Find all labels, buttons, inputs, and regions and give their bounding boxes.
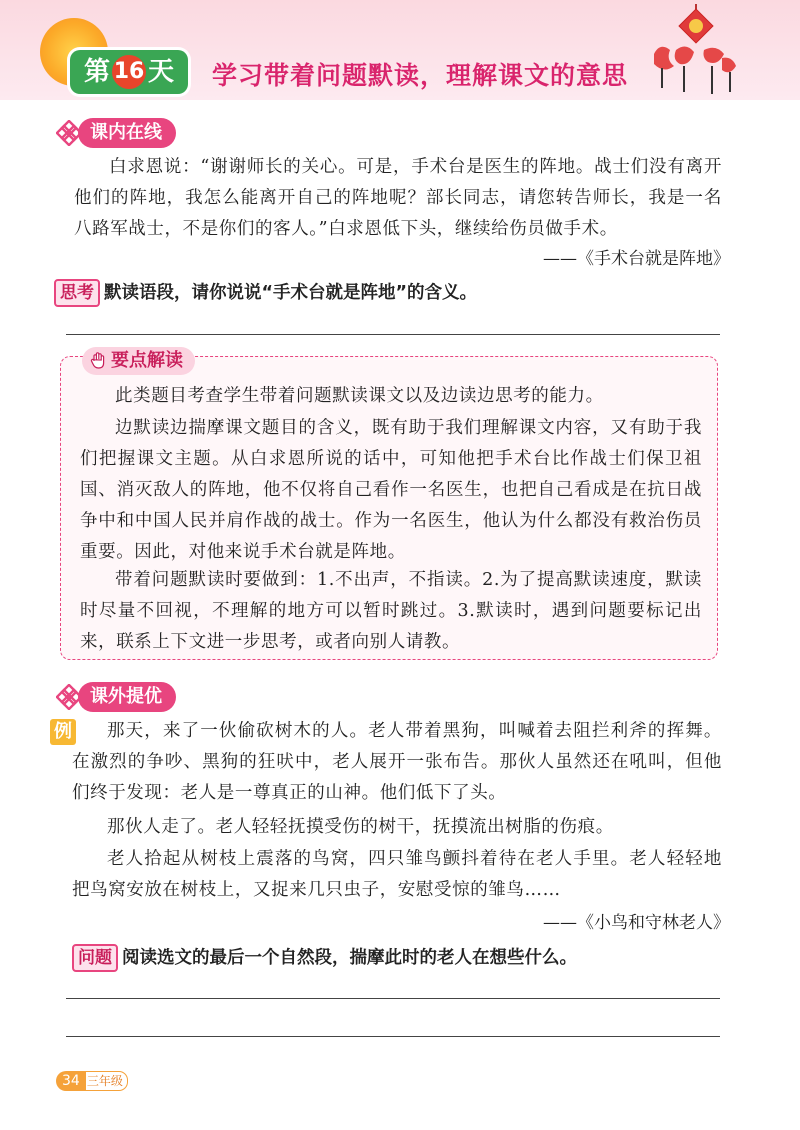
page-title: 学习带着问题默读，理解课文的意思: [212, 61, 629, 90]
think-tag: 思考: [54, 279, 100, 307]
think-row: [54, 279, 477, 307]
question-row: [72, 944, 577, 972]
page-number: 34: [56, 1071, 86, 1091]
grade-label: 三年级: [82, 1071, 128, 1091]
after-class-p1: 那天，来了一伙偷砍树木的人。老人带着黑狗，叫喊着去阻拦利斧的挥舞。在激烈的争吵、黑狗的狂吠中，老人展开一张布告。那伙人虽然还在吼叫，但他们终于发现：老人是一尊真正的山神。他们低下了头。: [72, 721, 722, 803]
answer-line[interactable]: [66, 334, 720, 335]
question-text: 阅读选文的最后一个自然段，揣摩此时的老人在想些什么。: [122, 948, 577, 968]
example-tag: 例: [50, 719, 76, 745]
section-label: 课内在线: [78, 118, 176, 148]
day-prefix: 第: [83, 57, 110, 87]
key-points-p2: 边默读边揣摩课文题目的含义，既有助于我们理解课文内容，又有助于我们把握课文主题。从白求恩所说的话中，可知他把手术台比作战士们保卫祖国、消灭敌人的阵地，他不仅将自己看作一名医生，也把自己看成是在抗日战争中和中国人民并肩作战的战士。作为一名医生，他认为什么都没有救治伤员重要。因此，对他来说手术台就是阵地。: [80, 418, 702, 562]
day-suffix: 天: [148, 57, 175, 87]
answer-line[interactable]: [66, 998, 720, 999]
answer-line[interactable]: [66, 1036, 720, 1037]
festive-lantern-icon: [646, 4, 746, 100]
page-footer: [56, 1070, 128, 1090]
key-points-p1: 此类题目考查学生带着问题默读课文以及边读边思考的能力。: [115, 386, 604, 406]
day-number: 16: [112, 55, 146, 89]
in-class-passage: 白求恩说：“谢谢师长的关心。可是，手术台是医生的阵地。战士们没有离开他们的阵地，我怎么能离开自己的阵地呢？部长同志，请您转告师长，我是一名八路军战士，不是你们的客人。”白求恩低下头，继续给伤员做手术。: [74, 157, 722, 239]
page-header: [0, 0, 800, 100]
day-badge: [70, 50, 188, 94]
after-class-p3: 老人拾起从树枝上震落的鸟窝，四只雏鸟颤抖着待在老人手里。老人轻轻地把鸟窝安放在树枝上，又捉来几只虫子，安慰受惊的雏鸟……: [72, 849, 722, 900]
key-points-tag: [82, 347, 195, 375]
key-points-label: 要点解读: [111, 350, 183, 371]
question-tag: 问题: [72, 944, 118, 972]
hand-icon: [90, 351, 108, 369]
section-label: 课外提优: [78, 682, 176, 712]
after-class-source: ——《小鸟和守林老人》: [543, 913, 730, 933]
key-points-p3: 带着问题默读时要做到：1.不出声，不指读。2.为了提高默读速度，默读时尽量不回视，不理解的地方可以暂时跳过。3.默读时，遇到问题要标记出来，联系上下文进一步思考，或者向别人请教。: [80, 570, 702, 652]
think-question: 默读语段，请你说说“手术台就是阵地”的含义。: [104, 283, 478, 303]
in-class-source: ——《手术台就是阵地》: [543, 249, 730, 269]
after-class-p2: 那伙人走了。老人轻轻抚摸受伤的树干，抚摸流出树脂的伤痕。: [107, 817, 614, 837]
